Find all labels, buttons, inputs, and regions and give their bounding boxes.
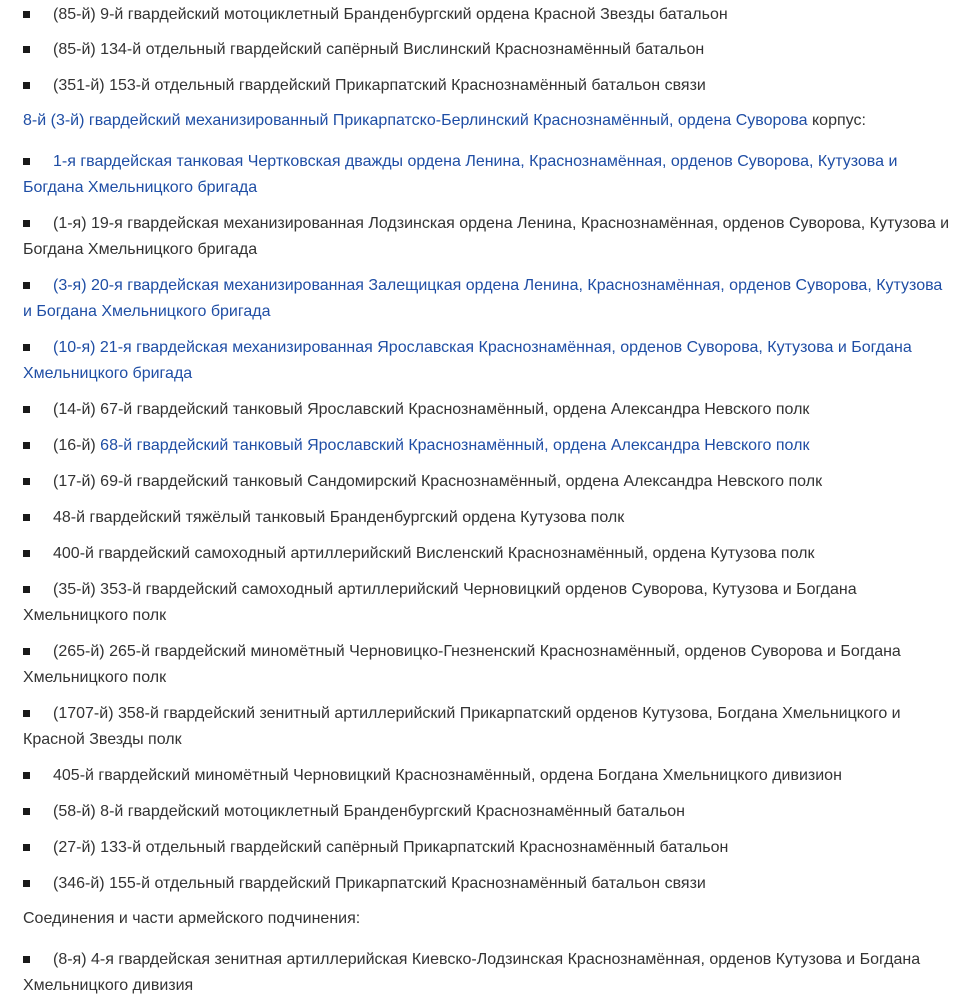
list-item: (351-й) 153-й отдельный гвардейский Прикарпатский Краснознамённый батальон связи [23, 73, 953, 99]
list-item: (17-й) 69-й гвардейский танковый Сандомирский Краснознамённый, ордена Александра Невского полк [23, 469, 953, 495]
bullet-icon [23, 550, 30, 557]
list-item: (8-я) 4-я гвардейская зенитная артиллерийская Киевско-Лодзинская Краснознамённая, орденов Кутузова и Богдана Хмельницкого дивизия [23, 951, 921, 994]
list-item: (85-й) 134-й отдельный гвардейский сапёрный Вислинский Краснознамённый батальон [23, 37, 953, 63]
bullet-icon [23, 220, 30, 227]
bullet-icon [23, 82, 30, 89]
army-heading: Соединения и части армейского подчинения: [23, 910, 361, 927]
item-link[interactable]: 1-я гвардейская танковая Чертковская дважды ордена Ленина, Краснознамённая, орденов Суворова, Кутузова и Богдана Хмельницкого бригада [23, 153, 898, 196]
list-item [23, 149, 953, 201]
list-item: (265-й) 265-й гвардейский миномётный Черновицко-Гнезненский Краснознамённый, орденов Суворова и Богдана Хмельницкого полк [23, 643, 901, 686]
list-item: 48-й гвардейский тяжёлый танковый Бранденбургский ордена Кутузова полк [23, 505, 953, 531]
list-item: 400-й гвардейский самоходный артиллерийский Висленский Краснознамённый, ордена Кутузова полк [23, 541, 953, 567]
bullet-icon [23, 514, 30, 521]
list-item: (85-й) 9-й гвардейский мотоциклетный Бранденбургский ордена Красной Звезды батальон [23, 2, 953, 28]
list-item: (16-й) 68-й гвардейский танковый Ярославский Краснознамённый, ордена Александра Невского полк [23, 433, 953, 459]
list-item: (1-я) 19-я гвардейская механизированная Лодзинская ордена Ленина, Краснознамённая, орденов Суворова, Кутузова и Богдана Хмельницкого бригада [23, 215, 950, 258]
item-link[interactable]: (10-я) 21-я гвардейская механизированная Ярославская Краснознамённая, орденов Суворова, Кутузова и Богдана Хмельницкого бригада [23, 339, 912, 382]
bullet-icon [23, 648, 30, 655]
corps-heading: 8-й (3-й) гвардейский механизированный Прикарпатско-Берлинский Краснознамённый, ордена Суворова корпус: [23, 112, 866, 129]
bullet-icon [23, 710, 30, 717]
bullet-icon [23, 772, 30, 779]
bullet-icon [23, 11, 30, 18]
bullet-icon [23, 158, 30, 165]
list-item: (14-й) 67-й гвардейский танковый Ярославский Краснознамённый, ордена Александра Невского полк [23, 397, 953, 423]
bullet-icon [23, 46, 30, 53]
list-item: (27-й) 133-й отдельный гвардейский сапёрный Прикарпатский Краснознамённый батальон [23, 835, 953, 861]
bullet-icon [23, 344, 30, 351]
bullet-icon [23, 956, 30, 963]
item-link[interactable]: (3-я) 20-я гвардейская механизированная Залещицкая ордена Ленина, Краснознамённая, орденов Суворова, Кутузова и Богдана Хмельницкого бригада [23, 277, 943, 320]
list-item [23, 335, 953, 387]
corps-link[interactable]: 8-й (3-й) гвардейский механизированный Прикарпатско-Берлинский Краснознамённый, ордена Суворова [23, 112, 808, 129]
bullet-icon [23, 844, 30, 851]
bullet-icon [23, 808, 30, 815]
bullet-icon [23, 442, 30, 449]
list-item: (346-й) 155-й отдельный гвардейский Прикарпатский Краснознамённый батальон связи [23, 871, 953, 897]
bullet-icon [23, 586, 30, 593]
list-item: (1707-й) 358-й гвардейский зенитный артиллерийский Прикарпатский орденов Кутузова, Богдана Хмельницкого и Красной Звезды полк [23, 705, 901, 748]
list-item: (35-й) 353-й гвардейский самоходный артиллерийский Черновицкий орденов Суворова, Кутузова и Богдана Хмельницкого полк [23, 581, 857, 624]
bullet-icon [23, 880, 30, 887]
list-item: 405-й гвардейский миномётный Черновицкий Краснознамённый, ордена Богдана Хмельницкого дивизион [23, 763, 953, 789]
bullet-icon [23, 478, 30, 485]
list-item [23, 273, 953, 325]
list-item: (58-й) 8-й гвардейский мотоциклетный Бранденбургский Краснознамённый батальон [23, 799, 953, 825]
item-link[interactable]: 68-й гвардейский танковый Ярославский Краснознамённый, ордена Александра Невского полк [100, 437, 810, 454]
bullet-icon [23, 406, 30, 413]
bullet-icon [23, 282, 30, 289]
